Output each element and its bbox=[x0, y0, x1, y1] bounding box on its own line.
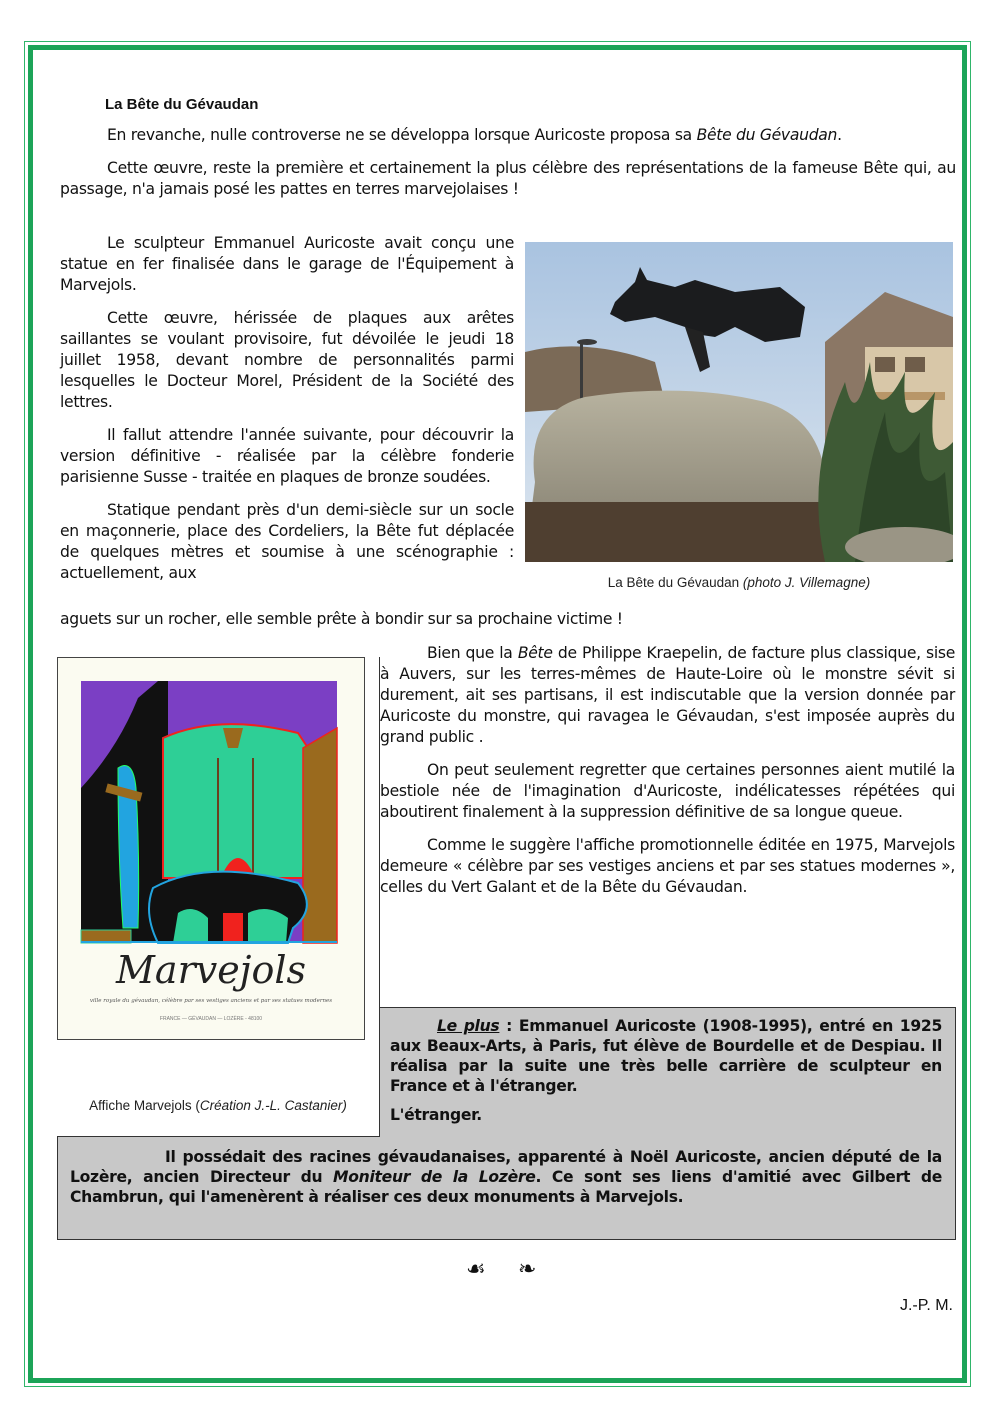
intro-paragraphs bbox=[60, 125, 956, 200]
le-plus-extra: L'étranger. bbox=[390, 1106, 482, 1124]
ornament-right-icon: ❧ bbox=[518, 1257, 537, 1282]
author-signature: J.-P. M. bbox=[899, 1297, 953, 1314]
paragraph-8: On peut seulement regretter que certaines personnes aient mutilé la bestiole née de l'imagination d'Auricoste, indélicatesses répétées qui aboutirent finalement à la suppression définitive de sa longue queue. bbox=[380, 761, 955, 821]
right-column-text bbox=[380, 643, 955, 898]
marvejols-poster bbox=[57, 657, 365, 1040]
paragraph-4: Cette œuvre, hérissée de plaques aux arêtes saillantes se voulant provisoire, fut dévoilée le jeudi 18 juillet 1958, devant nombre de personnalités parmi lesquelles le Docteur Morel, Président de la Société des lettres. bbox=[60, 309, 514, 411]
statue-photo bbox=[525, 242, 953, 562]
poster-subtitle: ville royale du gévaudan, célèbre par ses vestiges anciens et par ses statues modernes bbox=[89, 998, 333, 1004]
le-plus-text-continued: Il possédait des racines gévaudanaises, apparenté à Noël Auricoste, ancien député de la Lozère, ancien Directeur du Moniteur de la Lozère. Ce sont ses liens d'amitié avec Gilbert de Chambrun, qui l'amenèrent à réaliser ces deux monuments à Marvejols. bbox=[70, 1148, 942, 1206]
paragraph-6-end: aguets sur un rocher, elle semble prête à bondir sur sa prochaine victime ! bbox=[60, 610, 623, 628]
paragraph-3: Le sculpteur Emmanuel Auricoste avait conçu une statue en fer finalisée dans le garage de l'Équipement à Marvejols. bbox=[60, 234, 514, 294]
photo-caption: La Bête du Gévaudan (photo J. Villemagne) bbox=[607, 575, 871, 590]
paragraph-5: Il fallut attendre l'année suivante, pour découvrir la version définitive - réalisée par la célèbre fonderie parisienne Susse - traitée en plaques de bronze soudées. bbox=[60, 426, 514, 486]
ornament-left-icon: ☙ bbox=[466, 1257, 486, 1282]
paragraph-2: Cette œuvre, reste la première et certainement la plus célèbre des représentations de la fameuse Bête qui, au passage, n'a jamais posé les pattes en terres marvejolaises ! bbox=[60, 159, 956, 198]
le-plus-text: Le plus : Emmanuel Auricoste (1908-1995), entré en 1925 aux Beaux-Arts, à Paris, fut élève de Bourdelle et de Despiau. Il réalisa par la suite une très belle carrière de sculpteur en France et à l'étranger. bbox=[390, 1017, 942, 1095]
poster-caption: Affiche Marvejols (Création J.-L. Castanier) bbox=[89, 1098, 347, 1113]
poster-footer: FRANCE — GÉVAUDAN — LOZÈRE - 48100 bbox=[159, 1016, 263, 1022]
article-title: La Bête du Gévaudan bbox=[105, 96, 259, 113]
statue-photo-illustration bbox=[525, 242, 953, 562]
paragraph-1: En revanche, nulle controverse ne se développa lorsque Auricoste proposa sa Bête du Gévaudan. bbox=[107, 126, 842, 144]
poster-title: Marvejols bbox=[116, 948, 306, 992]
le-plus-label: Le plus bbox=[437, 1017, 500, 1035]
paragraph-9: Comme le suggère l'affiche promotionnelle éditée en 1975, Marvejols demeure « célèbre par ses vestiges anciens et par ses statues modernes », celles du Vert Galant et de la Bête du Gévaudan. bbox=[380, 836, 955, 896]
paragraph-7: Bien que la Bête de Philippe Kraepelin, de facture plus classique, sise à Auvers, sur les terres-mêmes de Haute-Loire où le monstre sévit si durement, ait ses partisans, il est indiscutable que la version donnée par Auricoste du monstre, qui ravagea le Gévaudan, s'est imposée auprès du grand public . bbox=[380, 644, 955, 746]
le-plus-box-join bbox=[380, 1135, 955, 1138]
paragraph-6: Statique pendant près d'un demi-siècle sur un socle en maçonnerie, place des Cordeliers, la Bête fut déplacée de quelques mètres et soumise à une scénographie : actuellement, aux bbox=[60, 501, 514, 582]
artwork-title: Bête du Gévaudan bbox=[696, 126, 838, 144]
left-column-text bbox=[60, 233, 514, 584]
